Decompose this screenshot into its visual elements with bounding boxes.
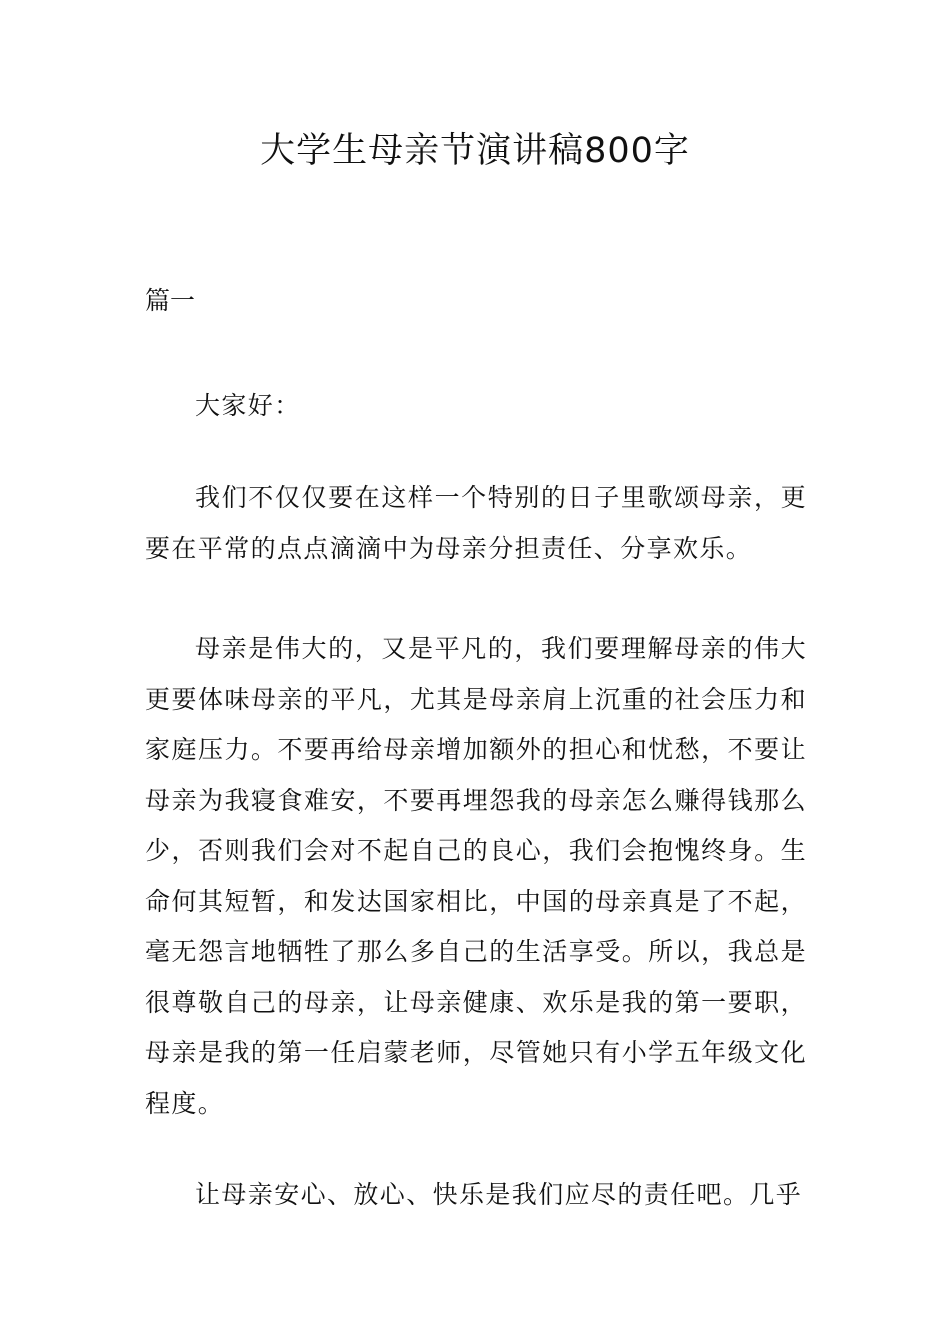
document-title: 大学生母亲节演讲稿800字 xyxy=(260,131,690,171)
paragraph-greeting: 大家好： xyxy=(195,391,301,420)
paragraph-3: 让母亲安心、放心、快乐是我们应尽的责任吧。几乎 xyxy=(195,1180,803,1209)
paragraph-1: 我们不仅仅要在这样一个特别的日子里歌颂母亲，更要在平常的点点滴滴中为母亲分担责任、分享欢乐。 xyxy=(145,483,807,563)
paragraph-2: 母亲是伟大的，又是平凡的，我们要理解母亲的伟大更要体味母亲的平凡，尤其是母亲肩上沉重的社会压力和家庭压力。不要再给母亲增加额外的担心和忧愁，不要让母亲为我寝食难安，不要再埋怨我的母亲怎么赚得钱那么少，否则我们会对不起自己的良心，我们会抱愧终身。生命何其短暂，和发达国家相比，中国的母亲真是了不起，毫无怨言地牺牲了那么多自己的生活享受。所以，我总是很尊敬自己的母亲，让母亲健康、欢乐是我的第一要职，母亲是我的第一任启蒙老师，尽管她只有小学五年级文化程度。 xyxy=(145,634,807,1118)
section-label: 篇一 xyxy=(145,286,196,315)
